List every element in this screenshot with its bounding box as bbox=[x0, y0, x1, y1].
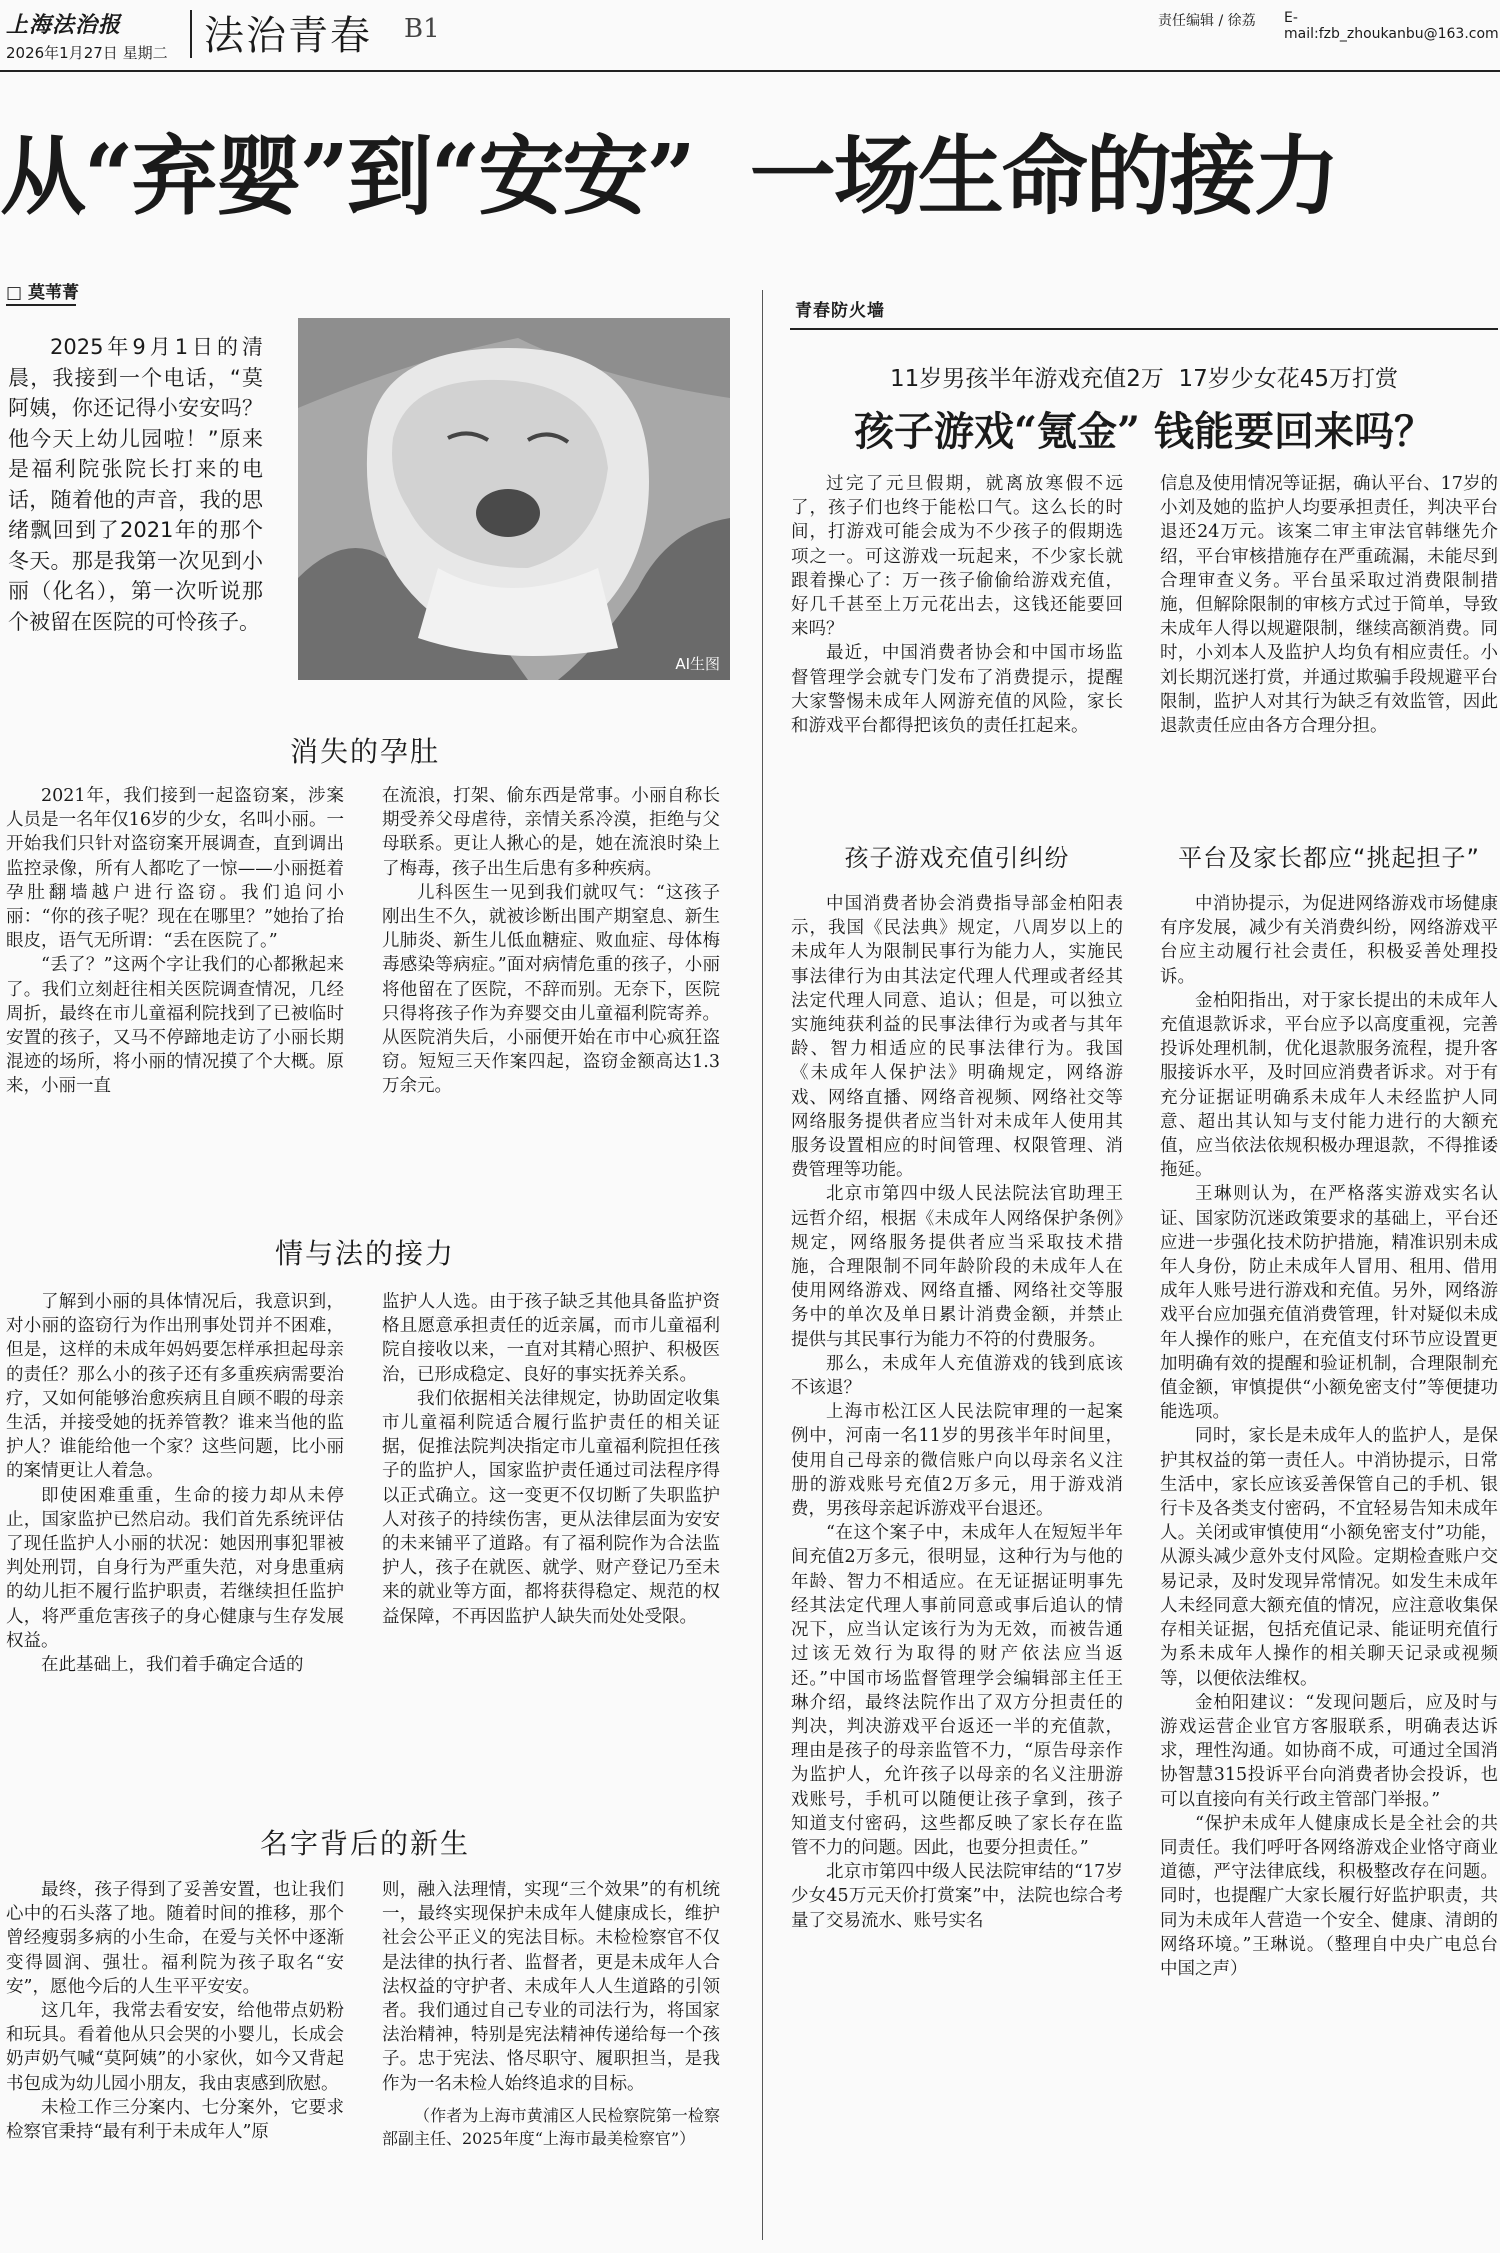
r2-p5: 金柏阳建议：“发现问题后，应及时与游戏运营企业官方客服联系，明确表达诉求，理性沟通。如协商不成，可通过全国消协智慧315投诉平台向消费者协会投诉，也可以直接向有关行政主管部门举报。” bbox=[1160, 1692, 1498, 1810]
r1-intro-p1: 过完了元旦假期，就离放寒假不远了，孩子们也终于能松口气。这么长的时间，打游戏可能会成为不少孩子的假期选项之一。可这游戏一玩起来，不少家长就跟着操心了：万一孩子偷偷给游戏充值，好几千甚至上万元花出去，这钱还能要回来吗？ bbox=[791, 474, 1123, 640]
main-headline: 从“弃婴”到“安安” 一场生命的接力 bbox=[0, 126, 1338, 227]
r1-p3: 那么，未成年人充值游戏的钱到底该不该退？ bbox=[791, 1353, 1123, 1399]
s3c2-p1: 则，融入法理情，实现“三个效果”的有机统一，最终实现保护未成年人健康成长，维护社会公平正义的宪法目标。未检检察官不仅是法律的执行者、监督者，更是未成年人合法权益的守护者、未成年人人生道路的引领者。我们通过自己专业的司法行为，将国家法治精神，特别是宪法精神传递给每一个孩子。忠于宪法、恪尽职守、履职担当，是我作为一名未检人始终追求的目标。 bbox=[382, 1880, 720, 2094]
r1-p2: 北京市第四中级人民法院法官助理王远哲介绍，根据《未成年人网络保护条例》规定，网络服务提供者应当采取技术措施，合理限制不同年龄阶段的未成年人在使用网络游戏、网络直播、网络社交等服务中的单次及单日累计消费金额，并禁止提供与其民事行为能力不符的付费服务。 bbox=[791, 1184, 1123, 1350]
column-label: 青春防火墙 bbox=[795, 301, 885, 321]
s2c2-p2: 我们依据相关法律规定，协助固定收集市儿童福利院适合履行监护责任的相关证据，促推法院判决指定市儿童福利院担任孩子的监护人，国家监护责任通过司法程序得以正式确立。这一变更不仅切断了失职监护人对孩子的持续伤害，更从法律层面为安安的未来铺平了道路。有了福利院作为合法监护人，孩子在就医、就学、财产登记乃至未来的就业等方面，都将获得稳定、规范的权益保障，不再因监护人缺失而处处受限。 bbox=[382, 1388, 720, 1627]
r2-top-p1: 信息及使用情况等证据，确认平台、17岁的小刘及她的监护人均要承担责任，判决平台退还24万元。该案二审主审法官韩继先介绍，平台审核措施存在严重疏漏，未能尽到合理审查义务。平台虽采取过消费限制措施，但解除限制的审核方式过于简单，导致未成年人得以规避限制，继续高额消费。同时，小刘本人及监护人均负有相应责任。小刘长期沉迷打赏，并通过欺骗手段规避平台限制，监护人对其行为缺乏有效监管，因此退款责任应由各方合理分担。 bbox=[1160, 474, 1498, 737]
baby-photo bbox=[298, 318, 730, 680]
masthead bbox=[0, 0, 1500, 75]
r1-p4: 上海市松江区人民法院审理的一起案例中，河南一名11岁的男孩半年时间里，使用自己母亲的微信账户向以母亲名义注册的游戏账号充值2万多元，用于游戏消费，男孩母亲起诉游戏平台退还。 bbox=[791, 1402, 1123, 1520]
column-label-rule bbox=[790, 328, 1498, 330]
byline: □ 莫苇菁 bbox=[6, 283, 79, 303]
lead-text: 2025年9月1日的清晨，我接到一个电话，“莫阿姨，你还记得小安安吗？他今天上幼儿园啦！”原来是福利院张院长打来的电话，随着他的声音，我的思绪飘回到了2021年的那个冬天。那是我第一次见到小丽（化名），第一次听说那个被留在医院的可怜孩子。 bbox=[8, 335, 263, 634]
s3-column-1 bbox=[6, 1878, 344, 2144]
issue-date: 2026年1月27日 星期二 bbox=[6, 44, 168, 62]
r1-p1: 中国消费者协会消费指导部金柏阳表示，我国《民法典》规定，八周岁以上的未成年人为限制民事行为能力人，实施民事法律行为由其法定代理人代理或者经其法定代理人同意、追认；但是，可以独立实施纯获利益的民事法律行为或者与其年龄、智力相适应的民事法律行为。我国《未成年人保护法》明确规定，网络游戏、网络直播、网络音视频、网络社交等网络服务提供者应当针对未成年人使用其服务设置相应的时间管理、权限管理、消费管理等功能。 bbox=[791, 894, 1123, 1181]
subhead-new-life: 名字背后的新生 bbox=[259, 1827, 470, 1860]
r2-p1: 中消协提示，为促进网络游戏市场健康有序发展，减少有关消费纠纷，网络游戏平台应主动履行社会责任，积极妥善处理投诉。 bbox=[1160, 894, 1498, 987]
s1c1-p1: 2021年，我们接到一起盗窃案，涉案人员是一名年仅16岁的少女，名叫小丽。一开始我们只针对盗窃案开展调查，直到调出监控录像，所有人都吃了一惊——小丽挺着孕肚翻墙越户进行盗窃。我们追问小丽：“你的孩子呢？现在在哪里？”她抬了抬眼皮，语气无所谓：“丢在医院了。” bbox=[6, 786, 344, 952]
s2c2-p1: 监护人人选。由于孩子缺乏其他具备监护资格且愿意承担责任的近亲属，而市儿童福利院自接收以来，一直对其精心照护、积极医治，已形成稳定、良好的事实抚养关系。 bbox=[382, 1292, 720, 1385]
subhead-disappearing-bump: 消失的孕肚 bbox=[289, 735, 440, 768]
r2-p3: 王琳则认为，在严格落实游戏实名认证、国家防沉迷政策要求的基础上，平台还应进一步强化技术防护措施，精准识别未成年人身份，防止未成年人冒用、租用、借用成年人账号进行游戏和充值。另外，网络游戏平台应加强充值消费管理，针对疑似未成年人操作的账户，在充值支付环节应设置更加明确有效的提醒和验证机制，合理限制充值金额，审慎提供“小额免密支付”等便捷功能选项。 bbox=[1160, 1184, 1498, 1423]
lead-paragraph bbox=[8, 332, 263, 637]
r1-p6: 北京市第四中级人民法院审结的“17岁少女45万元天价打赏案”中，法院也综合考量了交易流水、账号实名 bbox=[791, 1862, 1123, 1931]
s2c1-p3: 在此基础上，我们着手确定合适的 bbox=[41, 1655, 304, 1676]
editor-email: E-mail:fzb_zhoukanbu@163.com bbox=[1284, 10, 1499, 42]
s1-column-1 bbox=[6, 784, 344, 1099]
s3c1-p2: 这几年，我常去看安安，给他带点奶粉和玩具。看着他从只会哭的小婴儿，长成会奶声奶气喊“莫阿姨”的小家伙，如今又背起书包成为幼儿园小朋友，我由衷感到欣慰。 bbox=[6, 2001, 344, 2094]
r2-p4: 同时，家长是未成年人的监护人，是保护其权益的第一责任人。中消协提示，日常生活中，家长应该妥善保管自己的手机、银行卡及各类支付密码，不宜轻易告知未成年人。关闭或审慎使用“小额免密支付”功能，从源头减少意外支付风险。定期检查账户交易记录，及时发现异常情况。如发生未成年人未经同意大额充值的情况，应注意收集保存相关证据，包括充值记录、能证明充值行为系未成年人操作的相关聊天记录或视频等，以便依法维权。 bbox=[1160, 1426, 1498, 1689]
right-col2-body bbox=[1160, 892, 1498, 1981]
author-note: （作者为上海市黄浦区人民检察院第一检察部副主任、2025年度“上海市最美检察官”） bbox=[382, 2105, 720, 2148]
s3c1-p1: 最终，孩子得到了妥善安置，也让我们心中的石头落了地。随着时间的推移，那个曾经瘦弱多病的小生命，在爱与关怀中逐渐变得圆润、强壮。福利院为孩子取名“安安”，愿他今后的人生平平安安。 bbox=[6, 1880, 344, 1997]
r2-p2: 金柏阳指出，对于家长提出的未成年人充值退款诉求，平台应予以高度重视，完善投诉处理机制，优化退款服务流程，提升客服接诉水平，及时回应消费者诉求。对于有充分证据证明确系未成年人未经监护人同意、超出其认知与支付能力进行的大额充值，应当依法依规积极办理退款，不得推诿拖延。 bbox=[1160, 990, 1498, 1181]
section-name: 法治青春 bbox=[204, 13, 372, 59]
right-col1-intro bbox=[791, 472, 1123, 738]
r1-p5: “在这个案子中，未成年人在短短半年间充值2万多元，很明显，这种行为与他的年龄、智力不相适应。在无证据证明事先经其法定代理人事前同意或事后追认的情况下，应当认定该行为为无效，而被告通过该无效行为取得的财产依法应当返还。”中国市场监督管理学会编辑部主任王琳介绍，最终法院作出了双方分担责任的判决，判决游戏平台返还一半的充值款，理由是孩子的母亲监管不力，“原告母亲作为监护人，允许孩子以母亲的名义注册游戏账号，手机可以随便让孩子拿到，孩子知道支付密码，这些都反映了家长存在监管不力的问题。因此，也要分担责任。” bbox=[791, 1523, 1123, 1858]
baby-illustration bbox=[298, 318, 730, 680]
s3-column-2 bbox=[382, 1878, 720, 2150]
page-number: B1 bbox=[404, 14, 440, 44]
byline-rule bbox=[6, 304, 76, 306]
s1c1-p2: “丢了？”这两个字让我们的心都揪起来了。我们立刻赶往相关医院调查情况，几经周折，最终在市儿童福利院找到了已被临时安置的孩子，又马不停蹄地走访了小丽长期混迹的场所，将小丽的情况摸了个大概。原来，小丽一直 bbox=[6, 955, 344, 1097]
right-headline: 孩子游戏“氪金” 钱能要回来吗？ bbox=[854, 408, 1434, 455]
r2-p6: “保护未成年人健康成长是全社会的共同责任。我们呼吁各网络游戏企业恪守商业道德，严守法律底线，积极整改存在问题。同时，也提醒广大家长履行好监护职责，共同为未成年人营造一个安全、健康、清朗的网络环境。”王琳说。（整理自中央广电总台中国之声） bbox=[1160, 1813, 1498, 1979]
s2-column-1 bbox=[6, 1290, 344, 1677]
s1-column-2 bbox=[382, 784, 720, 1099]
s2c1-p1: 了解到小丽的具体情况后，我意识到，对小丽的盗窃行为作出刑事处罚并不困难，但是，这样的未成年妈妈要怎样承担起母亲的责任？那么小的孩子还有多重疾病需要治疗，又如何能够治愈疾病且自顾不暇的母亲生活，并接受她的抚养管教？谁来当他的监护人？谁能给他一个家？这些问题，比小丽的案情更让人着急。 bbox=[6, 1292, 344, 1482]
article-divider bbox=[762, 290, 763, 2240]
editor-credit: 责任编辑 / 徐荔 bbox=[1158, 13, 1256, 29]
s1c2-p2: 儿科医生一见到我们就叹气：“这孩子刚出生不久，就被诊断出围产期窒息、新生儿肺炎、新生儿低血糖症、败血症、母体梅毒感染等病症。”面对病情危重的孩子，小丽将他留在了医院，不辞而别。无奈下，医院只得将孩子作为弃婴交由儿童福利院寄养。从医院消失后，小丽便开始在市中心疯狂盗窃。短短三天作案四起，盗窃金额高达1.3万余元。 bbox=[382, 882, 720, 1097]
r1-intro-p2: 最近，中国消费者协会和中国市场监督管理学会就专门发布了消费提示，提醒大家警惕未成年人网游充值的风险，家长和游戏平台都得把该负的责任扛起来。 bbox=[791, 643, 1123, 737]
s1c2-p1: 在流浪，打架、偷东西是常事。小丽自称长期受养父母虐待，亲情关系冷漠，拒绝与父母联系。更让人揪心的是，她在流浪时染上了梅毒，孩子出生后患有多种疾病。 bbox=[382, 786, 720, 879]
s2-column-2 bbox=[382, 1290, 720, 1629]
right-col2-top bbox=[1160, 472, 1498, 738]
paper-name: 上海法治报 bbox=[6, 12, 122, 38]
subhead-relay: 情与法的接力 bbox=[274, 1237, 455, 1270]
subhead-dispute: 孩子游戏充值引纠纷 bbox=[844, 844, 1070, 872]
masthead-rule bbox=[0, 70, 1500, 72]
masthead-divider bbox=[190, 10, 192, 58]
right-kicker: 11岁男孩半年游戏充值2万 17岁少女花45万打赏 bbox=[889, 366, 1399, 392]
subhead-responsibility: 平台及家长都应“挑起担子” bbox=[1178, 844, 1480, 872]
photo-caption: AI生图 bbox=[675, 655, 720, 673]
s3c1-p3: 未检工作三分案内、七分案外，它要求检察官秉持“最有利于未成年人”原 bbox=[6, 2097, 344, 2143]
s2c1-p2: 即使困难重重，生命的接力却从未停止，国家监护已然启动。我们首先系统评估了现任监护人小丽的状况：她因刑事犯罪被判处刑罚，自身行为严重失范，对身患重病的幼儿拒不履行监护职责，若继续担任监护人，将严重危害孩子的身心健康与生存发展权益。 bbox=[6, 1485, 344, 1651]
right-col1-body bbox=[791, 892, 1123, 1933]
